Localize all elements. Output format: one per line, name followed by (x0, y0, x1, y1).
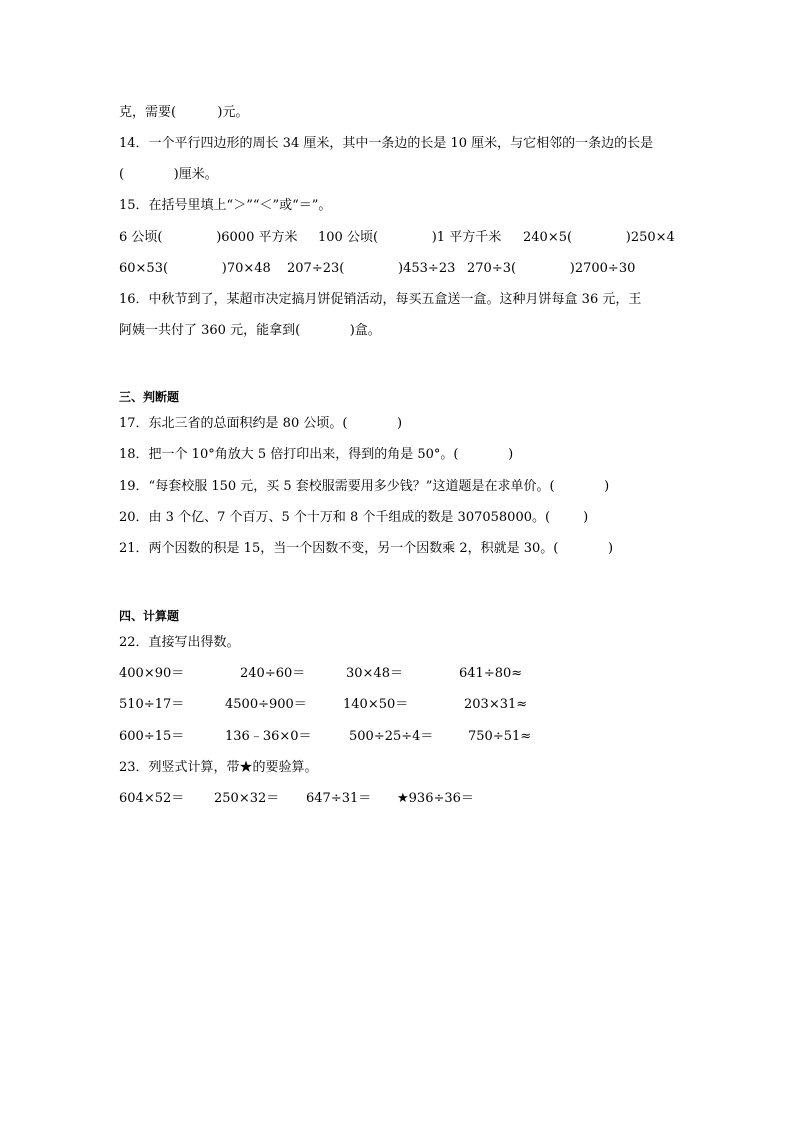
q23-item: ★936÷36＝ (397, 791, 474, 806)
q18: 18．把一个 10°角放大 5 倍打印出来，得到的角是 50°。( ) (119, 447, 514, 462)
q23-prompt: 23．列竖式计算，带★的要验算。 (119, 760, 318, 775)
q14-line-2: ( )厘米。 (119, 167, 218, 182)
q22-item: 30×48＝ (346, 666, 403, 681)
q22-item: 136﹣36×0＝ (225, 729, 312, 744)
q22-item: 641÷80≈ (459, 666, 523, 681)
q22-item: 750÷51≈ (468, 729, 532, 744)
q22-item: 240÷60＝ (240, 666, 306, 681)
q21: 21．两个因数的积是 15，当一个因数不变，另一个因数乘 2，积就是 30。( ) (119, 541, 614, 556)
q22-item: 400×90＝ (119, 666, 185, 681)
q15-item: 60×53( )70×48 (119, 261, 271, 276)
q23-item: 604×52＝ (119, 791, 185, 806)
q19: 19．“每套校服 150 元，买 5 套校服需要用多少钱？”这道题是在求单价。( ) (119, 479, 610, 494)
section-4-heading: 四、计算题 (119, 609, 180, 623)
q15-item: 270÷3( )2700÷30 (467, 261, 636, 276)
q20: 20．由 3 个亿、7 个百万、5 个十万和 8 个千组成的数是 307058000。( ) (119, 510, 589, 525)
q16-line-2: 阿姨一共付了 360 元，能拿到( )盒。 (119, 323, 381, 338)
q15-prompt: 15．在括号里填上“＞”“＜”或“＝”。 (119, 198, 332, 213)
q15-item: 240×5( )250×4 (523, 230, 675, 245)
q16-line-1: 16．中秋节到了，某超市决定搞月饼促销活动，每买五盒送一盒。这种月饼每盒 36 元，王 (119, 292, 642, 307)
q14-line-1: 14．一个平行四边形的周长 34 厘米，其中一条边的长是 10 厘米，与它相邻的一条边的长是 (119, 136, 654, 151)
q22-item: 140×50＝ (343, 697, 409, 712)
q15-item: 6 公顷( )6000 平方米 (119, 230, 298, 245)
q22-item: 600÷15＝ (119, 729, 185, 744)
q22-prompt: 22．直接写出得数。 (119, 635, 240, 650)
q13-continuation: 克，需要( )元。 (119, 105, 249, 120)
q22-item: 500÷25÷4＝ (349, 729, 434, 744)
section-3-heading: 三、判断题 (119, 390, 180, 404)
q17: 17．东北三省的总面积约是 80 公顷。( ) (119, 416, 403, 431)
q23-item: 250×32＝ (214, 791, 280, 806)
q22-item: 203×31≈ (464, 697, 528, 712)
q23-item: 647÷31＝ (306, 791, 372, 806)
q22-item: 510÷17＝ (119, 697, 185, 712)
q15-item: 207÷23( )453÷23 (287, 261, 456, 276)
q15-item: 100 公顷( )1 平方千米 (318, 230, 502, 245)
q22-item: 4500÷900＝ (225, 697, 307, 712)
